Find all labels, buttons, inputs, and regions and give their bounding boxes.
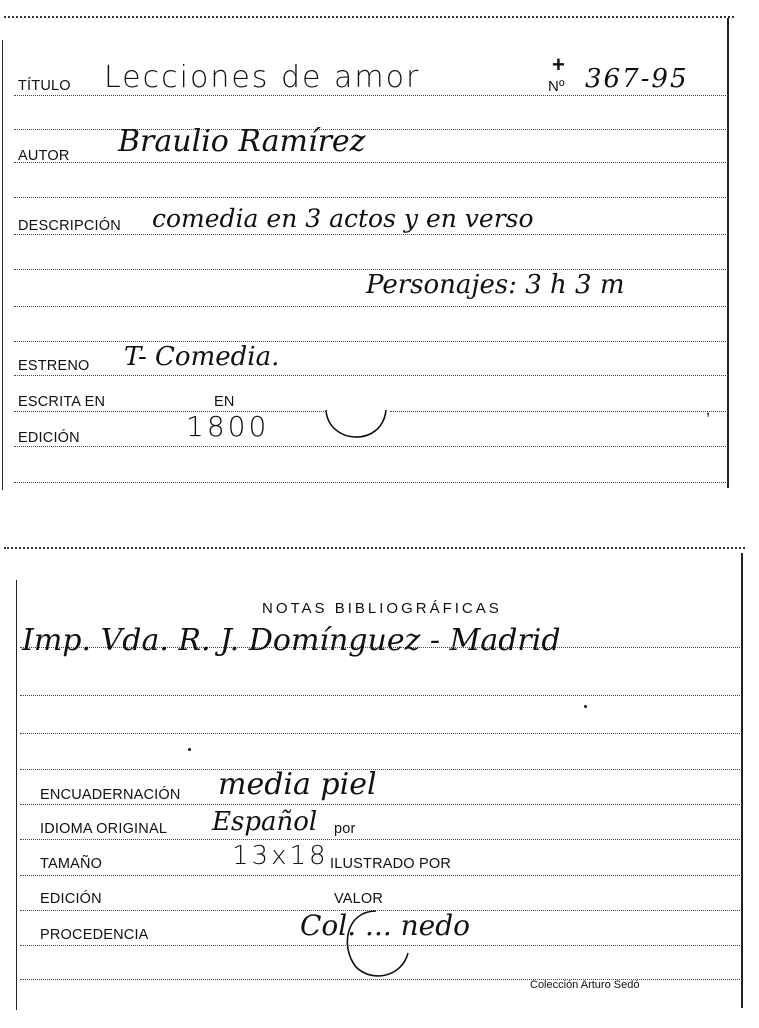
bibliographic-notes-heading: NOTAS BIBLIOGRÁFICAS: [262, 600, 502, 617]
ink-dot: [584, 705, 587, 708]
ruled-line: [20, 804, 740, 805]
ruled-line: [14, 375, 728, 376]
ruled-line: [14, 411, 324, 412]
ruled-line: [390, 411, 728, 412]
binding-value: media piel: [218, 767, 377, 802]
card-top-edge: [4, 547, 745, 551]
card-right-edge: [741, 553, 743, 1008]
original-language-label: IDIOMA ORIGINAL: [40, 821, 168, 837]
catalog-card-top: [0, 0, 734, 492]
ruled-line: [20, 839, 740, 840]
illustrated-by-label: ILUSTRADO POR: [330, 856, 452, 872]
card-left-edge: [16, 580, 17, 1010]
provenance-label: PROCEDENCIA: [40, 927, 149, 943]
catalog-card-bottom: [0, 545, 745, 1015]
ruled-line: [14, 162, 728, 163]
punch-hole: [320, 404, 392, 448]
size-value: 13x18: [232, 841, 329, 871]
written-in-label: ESCRITA EN: [18, 394, 106, 410]
description-label: DESCRIPCIÓN: [18, 218, 121, 234]
edition-label: EDICIÓN: [18, 430, 80, 446]
title-label: TÍTULO: [18, 78, 71, 94]
binding-label: ENCUADERNACIÓN: [40, 787, 181, 803]
premiere-label: ESTRENO: [18, 358, 90, 374]
ruled-line: [14, 95, 728, 96]
ruled-line: [20, 769, 740, 770]
stray-mark: ʼ: [706, 410, 710, 430]
card-top-edge: [4, 16, 734, 20]
description-value: comedia en 3 actos y en verso: [152, 204, 534, 233]
title-value: Lecciones de amor: [104, 60, 421, 95]
provenance-value: Col. ... nedo: [300, 909, 471, 942]
ruled-line: [14, 306, 728, 307]
size-label: TAMAÑO: [40, 856, 103, 872]
por-label: por: [334, 821, 356, 837]
card-left-edge: [2, 40, 3, 490]
edition-label: EDICIÓN: [40, 891, 102, 907]
ruled-line: [20, 875, 740, 876]
ruled-line: [14, 341, 728, 342]
number-label: Nº: [548, 78, 565, 95]
author-value: Braulio Ramírez: [118, 124, 366, 159]
number-value: 367-95: [585, 64, 689, 94]
value-label: VALOR: [334, 891, 384, 907]
original-language-value: Español: [212, 807, 318, 837]
cross-mark: +: [552, 52, 565, 77]
ruled-line: [20, 733, 740, 734]
ruled-line: [14, 234, 728, 235]
edition-value: 1800: [186, 410, 270, 443]
ruled-line: [14, 197, 728, 198]
en-label: EN: [214, 394, 235, 410]
ruled-line: [14, 482, 728, 483]
card-right-edge: [727, 18, 729, 488]
author-label: AUTOR: [18, 148, 70, 164]
collection-footer: Colección Arturo Sedó: [530, 979, 640, 991]
punch-hole: [336, 907, 416, 983]
characters-value: Personajes: 3 h 3 m: [366, 270, 625, 300]
ink-dot: [188, 748, 191, 751]
ruled-line: [20, 695, 740, 696]
notes-value: Imp. Vda. R. J. Domínguez - Madrid: [22, 623, 561, 658]
premiere-value: T- Comedia.: [124, 342, 280, 372]
